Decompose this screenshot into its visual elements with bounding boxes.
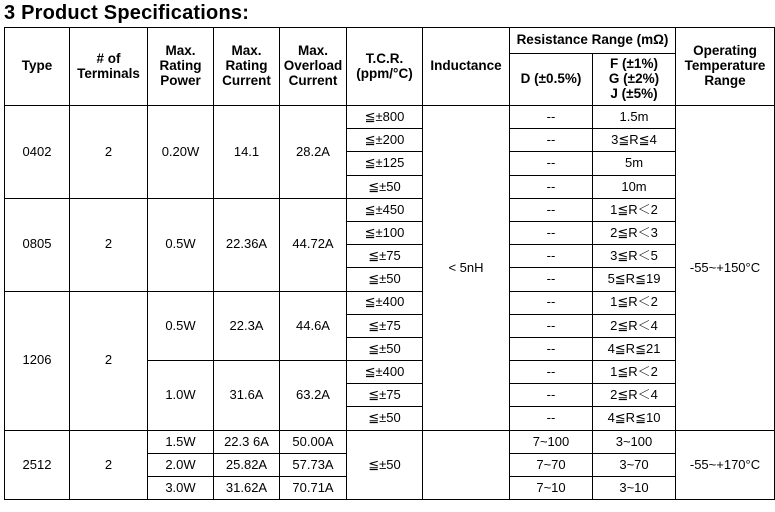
header-resistance-range: Resistance Range (mΩ) (510, 28, 676, 54)
cell-tcr: ≦±50 (347, 268, 423, 291)
cell-d: -- (510, 291, 593, 314)
cell-fgj: 3~70 (593, 453, 676, 476)
table-row (5, 291, 775, 314)
cell-current: 22.36A (214, 198, 280, 291)
cell-type: 0805 (5, 198, 70, 291)
cell-power: 3.0W (148, 477, 214, 500)
cell-power: 1.0W (148, 361, 214, 431)
cell-terminals: 2 (70, 106, 148, 199)
cell-fgj: 3≦R＜5 (593, 245, 676, 268)
table-row (5, 430, 775, 453)
cell-d: 7~100 (510, 430, 593, 453)
cell-fgj: 3~10 (593, 477, 676, 500)
cell-d: -- (510, 221, 593, 244)
cell-tcr: ≦±200 (347, 129, 423, 152)
cell-type: 2512 (5, 430, 70, 500)
header-tcr: T.C.R. (ppm/°C) (347, 28, 423, 106)
cell-inductance-blank (423, 430, 510, 500)
cell-fgj: 3~100 (593, 430, 676, 453)
cell-tcr: ≦±450 (347, 198, 423, 221)
cell-power: 0.5W (148, 291, 214, 361)
cell-tcr: ≦±50 (347, 407, 423, 430)
header-current: Max. Rating Current (214, 28, 280, 106)
cell-fgj: 10m (593, 175, 676, 198)
header-type: Type (5, 28, 70, 106)
cell-fgj: 3≦R≦4 (593, 129, 676, 152)
table-row (5, 198, 775, 221)
cell-type: 1206 (5, 291, 70, 430)
cell-overload: 50.00A (280, 430, 347, 453)
cell-overload: 63.2A (280, 361, 347, 431)
cell-d: -- (510, 268, 593, 291)
cell-tcr: ≦±75 (347, 384, 423, 407)
cell-fgj: 1≦R＜2 (593, 198, 676, 221)
header-f: F (±1%) (610, 56, 658, 72)
cell-type: 0402 (5, 106, 70, 199)
cell-d: 7~70 (510, 453, 593, 476)
cell-fgj: 1≦R＜2 (593, 291, 676, 314)
cell-d: -- (510, 361, 593, 384)
cell-overload: 70.71A (280, 477, 347, 500)
cell-tcr: ≦±75 (347, 314, 423, 337)
cell-d: -- (510, 384, 593, 407)
cell-tcr: ≦±50 (347, 337, 423, 360)
cell-optemp: -55~+150°C (676, 106, 775, 431)
cell-d: -- (510, 106, 593, 129)
cell-fgj: 1.5m (593, 106, 676, 129)
cell-power: 2.0W (148, 453, 214, 476)
cell-overload: 44.72A (280, 198, 347, 291)
cell-inductance: < 5nH (423, 106, 510, 431)
cell-tcr: ≦±100 (347, 221, 423, 244)
cell-overload: 57.73A (280, 453, 347, 476)
section-title: 3 Product Specifications: (4, 2, 250, 24)
header-g: G (±2%) (608, 71, 660, 87)
cell-fgj: 5≦R≦19 (593, 268, 676, 291)
cell-d: -- (510, 175, 593, 198)
cell-d: 7~10 (510, 477, 593, 500)
cell-fgj: 2≦R＜3 (593, 221, 676, 244)
header-power: Max. Rating Power (148, 28, 214, 106)
cell-fgj: 1≦R＜2 (593, 361, 676, 384)
header-inductance: Inductance (423, 28, 510, 106)
cell-terminals: 2 (70, 198, 148, 291)
cell-fgj: 2≦R＜4 (593, 314, 676, 337)
header-d-tolerance: D (±0.5%) (510, 54, 593, 106)
cell-power: 0.20W (148, 106, 214, 199)
cell-d: -- (510, 337, 593, 360)
cell-d: -- (510, 245, 593, 268)
cell-power: 0.5W (148, 198, 214, 291)
cell-current: 31.62A (214, 477, 280, 500)
cell-current: 25.82A (214, 453, 280, 476)
cell-tcr: ≦±800 (347, 106, 423, 129)
cell-d: -- (510, 129, 593, 152)
cell-d: -- (510, 198, 593, 221)
cell-current: 22.3 6A (214, 430, 280, 453)
header-overload: Max. Overload Current (280, 28, 347, 106)
cell-tcr: ≦±50 (347, 430, 423, 500)
header-terminals (70, 28, 148, 106)
cell-fgj: 5m (593, 152, 676, 175)
cell-current: 14.1 (214, 106, 280, 199)
cell-terminals: 2 (70, 291, 148, 430)
cell-tcr: ≦±50 (347, 175, 423, 198)
cell-power: 1.5W (148, 430, 214, 453)
cell-d: -- (510, 407, 593, 430)
table-row (5, 106, 775, 129)
cell-current: 31.6A (214, 361, 280, 431)
cell-fgj: 4≦R≦21 (593, 337, 676, 360)
cell-overload: 28.2A (280, 106, 347, 199)
cell-current: 22.3A (214, 291, 280, 361)
header-fgj-tolerance (593, 54, 676, 106)
cell-fgj: 2≦R＜4 (593, 384, 676, 407)
spec-table (4, 27, 775, 500)
cell-optemp: -55~+170°C (676, 430, 775, 500)
cell-tcr: ≦±400 (347, 361, 423, 384)
header-terminals-text: # of Terminals (77, 50, 140, 81)
cell-d: -- (510, 314, 593, 337)
cell-fgj: 4≦R≦10 (593, 407, 676, 430)
cell-tcr: ≦±400 (347, 291, 423, 314)
header-j: J (±5%) (610, 85, 658, 101)
header-operating-temp: Operating Temperature Range (676, 28, 775, 106)
cell-tcr: ≦±75 (347, 245, 423, 268)
cell-overload: 44.6A (280, 291, 347, 361)
cell-terminals: 2 (70, 430, 148, 500)
cell-tcr: ≦±125 (347, 152, 423, 175)
cell-d: -- (510, 152, 593, 175)
